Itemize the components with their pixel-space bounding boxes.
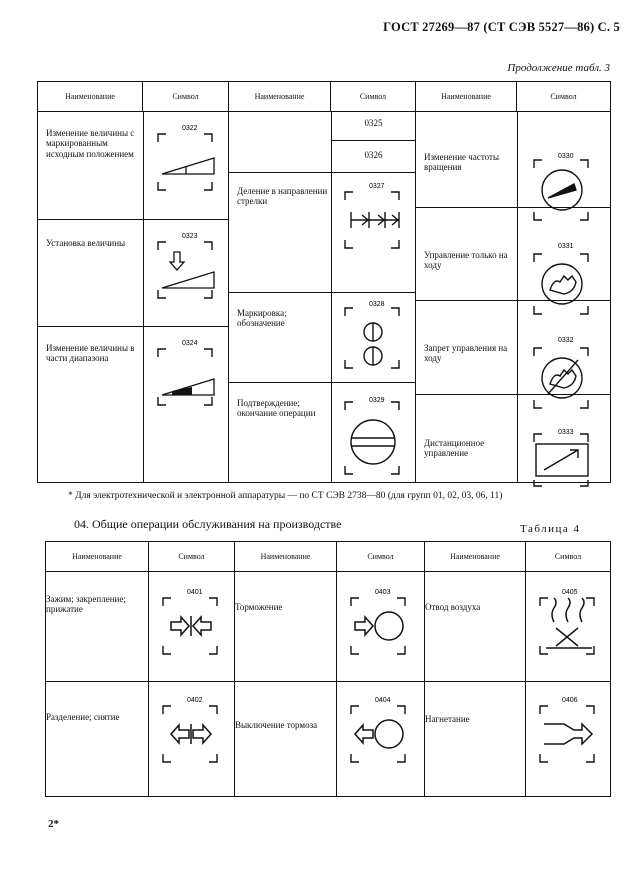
symbol-0323 xyxy=(148,230,228,320)
footnote: * Для электротехнической и электронной аппаратуры — по СТ СЭВ 2738—80 (для групп 01, 02, 03, 06, 11) xyxy=(68,491,503,501)
t4-col-header-name-1: Наименование xyxy=(46,542,149,572)
symbol-0324-code: 0324 xyxy=(182,340,198,347)
t4-col-header-name-2: Наименование xyxy=(235,542,337,572)
entry-0325-code: 0325 xyxy=(364,118,383,128)
symbol-0403-code: 0403 xyxy=(375,589,391,596)
symbol-0328-code: 0328 xyxy=(369,301,385,308)
symbol-0406-code: 0406 xyxy=(562,697,578,704)
entry-0404-name: Выключение тормоза xyxy=(235,682,337,797)
entry-0322-name: Изменение величины с маркированным исходным положением xyxy=(46,128,135,159)
symbol-0331-code: 0331 xyxy=(558,243,574,250)
symbol-0401-code: 0401 xyxy=(187,589,203,596)
page-header: ГОСТ 27269—87 (СТ СЭВ 5527—86) С. 5 xyxy=(383,20,620,34)
symbol-0333-code: 0333 xyxy=(558,429,574,436)
symbol-0328 xyxy=(335,300,415,380)
symbol-0332-code: 0332 xyxy=(558,337,574,344)
symbol-0322 xyxy=(148,122,228,212)
entry-0401-name: Зажим; закрепление; прижатие xyxy=(46,572,149,682)
symbol-0333 xyxy=(524,428,604,488)
symbol-0401 xyxy=(149,572,235,682)
col-header-symbol-2: Символ xyxy=(331,82,416,112)
symbol-0327 xyxy=(335,180,415,270)
table-3 xyxy=(37,81,611,483)
entry-0402-name: Разделение; снятие xyxy=(46,682,149,797)
symbol-0330 xyxy=(524,150,604,230)
symbol-0402-code: 0402 xyxy=(187,697,203,704)
col-header-name-1: Наименование xyxy=(38,82,143,112)
section-title: 04. Общие операции обслуживания на производстве xyxy=(74,517,342,531)
symbol-0322-code: 0322 xyxy=(182,125,198,132)
symbol-0332 xyxy=(524,334,604,419)
entry-0406-name: Нагнетание xyxy=(425,682,526,797)
symbol-0329 xyxy=(335,394,415,482)
symbol-0404 xyxy=(337,682,425,797)
col-header-symbol-1: Символ xyxy=(143,82,229,112)
symbol-0329-code: 0329 xyxy=(369,397,385,404)
entry-0326-code: 0326 xyxy=(364,150,383,160)
symbol-0323-code: 0323 xyxy=(182,233,198,240)
entry-0329-name: Подтверждение; окончание операции xyxy=(237,398,316,419)
t4-col-header-symbol-1: Символ xyxy=(149,542,235,572)
t4-col-header-name-3: Наименование xyxy=(425,542,526,572)
col-header-name-3: Наименование xyxy=(416,82,517,112)
col-header-symbol-3: Символ xyxy=(517,82,611,112)
table-4 xyxy=(45,541,611,797)
symbol-0330-code: 0330 xyxy=(558,153,574,160)
symbol-0402 xyxy=(149,682,235,797)
entry-0332-name: Запрет управления на ходу xyxy=(424,343,508,364)
symbol-0403 xyxy=(337,572,425,682)
entry-0327-name: Деление в направлении стрелки xyxy=(237,186,328,207)
entry-0333-name: Дистанционное управление xyxy=(424,438,485,459)
symbol-0405 xyxy=(526,572,611,682)
t4-col-header-symbol-2: Символ xyxy=(337,542,425,572)
table-4-label: Таблица 4 xyxy=(520,523,581,535)
symbol-0406 xyxy=(526,682,611,797)
entry-0324-name: Изменение величины в части диапазона xyxy=(46,343,135,364)
entry-0403-name: Торможение xyxy=(235,572,337,682)
col-header-name-2: Наименование xyxy=(229,82,331,112)
entry-0328-name: Маркировка; обозначение xyxy=(237,308,287,329)
entry-0330-name: Изменение частоты вращения xyxy=(424,152,499,173)
table-continuation-label: Продолжение табл. 3 xyxy=(507,62,610,74)
entry-0331-name: Управление только на ходу xyxy=(424,250,508,271)
symbol-0331 xyxy=(524,240,604,325)
entry-0323-name: Установка величины xyxy=(46,238,126,248)
symbol-0327-code: 0327 xyxy=(369,183,385,190)
symbol-0324 xyxy=(148,337,228,427)
t4-col-header-symbol-3: Символ xyxy=(526,542,611,572)
symbol-0404-code: 0404 xyxy=(375,697,391,704)
page-mark: 2* xyxy=(48,818,59,830)
symbol-0405-code: 0405 xyxy=(562,589,578,596)
entry-0405-name: Отвод воздуха xyxy=(425,572,526,682)
